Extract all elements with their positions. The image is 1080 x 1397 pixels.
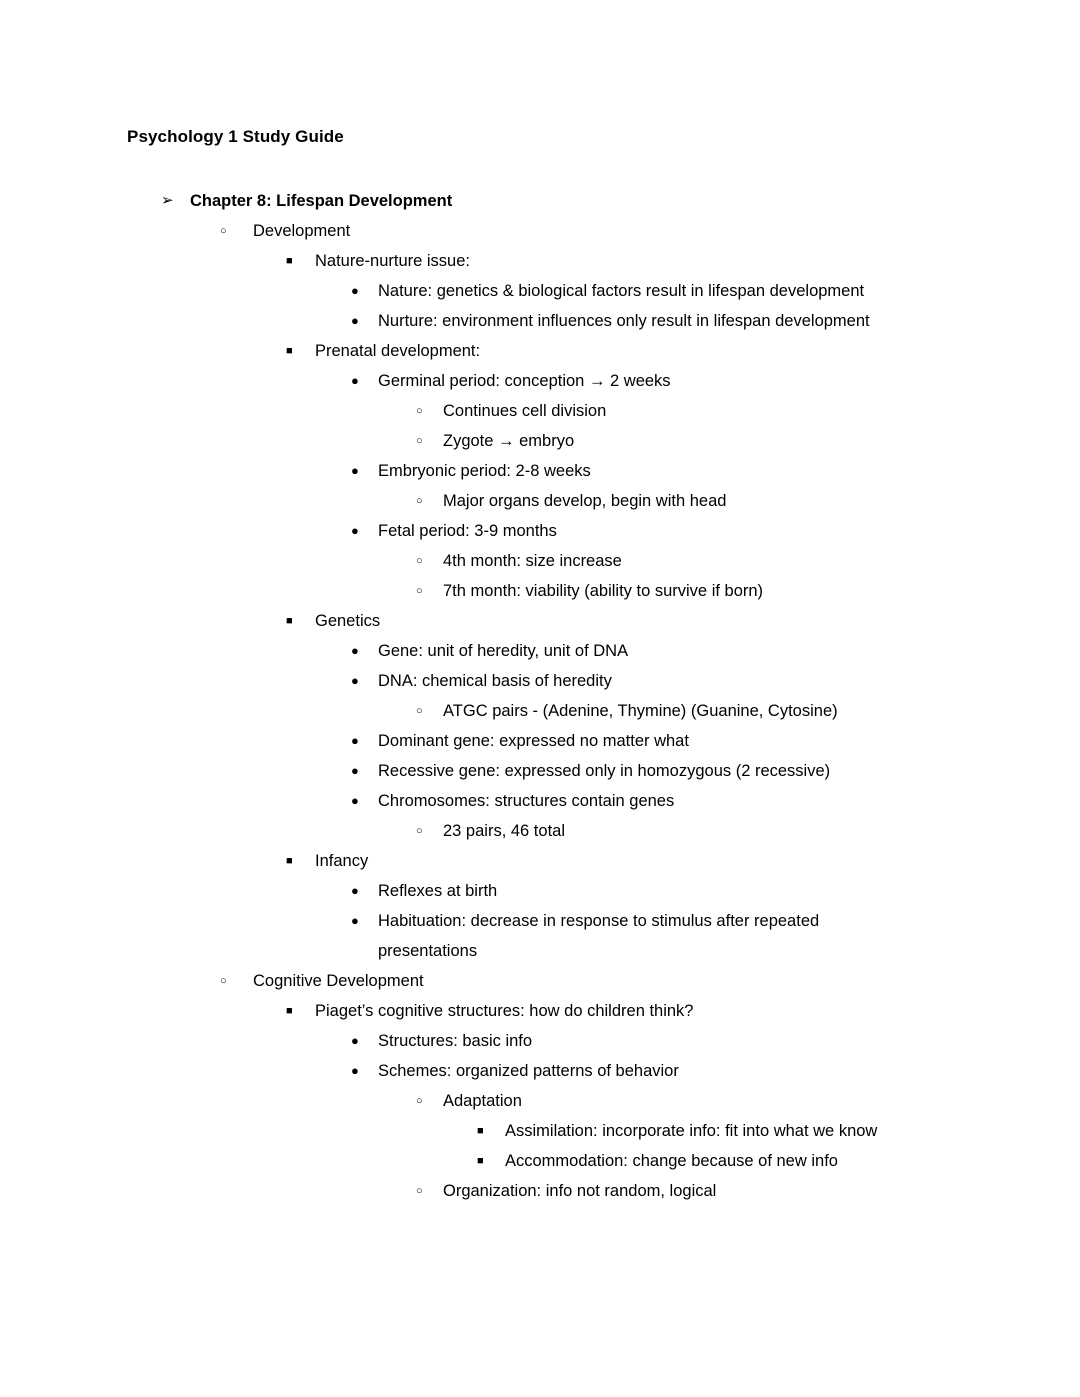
outline-item-text: Nature-nurture issue: [315,252,470,270]
bullet-marker-level-4-icon: ● [351,1033,359,1048]
outline-item-text: Assimilation: incorporate info: fit into what we know [505,1122,878,1140]
outline-item-level-4 [0,636,1080,666]
outline-list [0,186,1080,1206]
outline-item-text: 7th month: viability (ability to survive if born) [443,582,764,600]
outline-item-text: Schemes: organized patterns of behavior [378,1062,679,1080]
outline-item-text: Adaptation [443,1092,522,1110]
bullet-marker-level-4-icon: ● [351,763,359,778]
bullet-marker-level-5-icon: ○ [416,555,423,567]
outline-item-level-5 [0,396,1080,426]
bullet-marker-level-5-icon: ○ [416,1185,423,1197]
outline-item-text: Development [253,222,351,240]
bullet-marker-level-3-icon: ■ [286,855,293,867]
bullet-marker-level-4-icon: ● [351,733,359,748]
bullet-marker-level-4-icon: ● [351,373,359,388]
outline-item-text: Accommodation: change because of new info [505,1152,838,1170]
outline-item-text: Recessive gene: expressed only in homozygous (2 recessive) [378,762,831,780]
outline-item-level-4 [0,876,1080,906]
outline-item-level-6 [0,1116,1080,1146]
outline-item-level-5 [0,1086,1080,1116]
outline-item-level-4 [0,906,1080,966]
outline-item-text: Germinal period: conception → 2 weeks [378,372,671,390]
outline-item-level-5 [0,696,1080,726]
bullet-marker-level-2-icon: ○ [220,225,227,237]
bullet-marker-level-4-icon: ● [351,883,359,898]
outline-item-level-4 [0,726,1080,756]
outline-item-level-2 [0,216,1080,246]
bullet-marker-level-5-icon: ○ [416,705,423,717]
outline-item-text: 23 pairs, 46 total [443,822,565,840]
bullet-marker-level-5-icon: ○ [416,495,423,507]
outline-item-level-1 [0,186,1080,216]
outline-item-level-4 [0,666,1080,696]
bullet-marker-level-5-icon: ○ [416,825,423,837]
bullet-marker-level-6-icon: ■ [477,1125,484,1137]
outline-item-level-4 [0,1026,1080,1056]
outline-item-text: Nurture: environment influences only result in lifespan development [378,312,870,330]
bullet-marker-level-2-icon: ○ [220,975,227,987]
outline-item-level-4 [0,1056,1080,1086]
bullet-marker-level-4-icon: ● [351,913,359,928]
outline-item-level-5 [0,546,1080,576]
bullet-marker-level-5-icon: ○ [416,405,423,417]
bullet-marker-level-4-icon: ● [351,1063,359,1078]
outline-item-text: Structures: basic info [378,1032,533,1050]
bullet-marker-level-4-icon: ● [351,523,359,538]
outline-item-text: Zygote → embryo [443,432,575,450]
outline-item-level-4 [0,756,1080,786]
outline-item-text: Piaget’s cognitive structures: how do children think? [315,1002,694,1020]
outline-item-level-4 [0,456,1080,486]
outline-item-text: Reflexes at birth [378,882,498,900]
bullet-marker-level-4-icon: ● [351,793,359,808]
outline-item-text: Organization: info not random, logical [443,1182,717,1200]
bullet-marker-level-4-icon: ● [351,643,359,658]
outline-item-text: Genetics [315,612,381,630]
outline-item-level-3 [0,246,1080,276]
outline-item-text: Infancy [315,852,369,870]
bullet-marker-level-3-icon: ■ [286,1005,293,1017]
outline-item-text: 4th month: size increase [443,552,622,570]
outline-item-level-5 [0,816,1080,846]
bullet-marker-level-4-icon: ● [351,673,359,688]
outline-item-text: Major organs develop, begin with head [443,492,727,510]
outline-item-text: Nature: genetics & biological factors result in lifespan development [378,282,865,300]
outline-item-text: ATGC pairs - (Adenine, Thymine) (Guanine, Cytosine) [443,702,838,720]
bullet-marker-level-4-icon: ● [351,313,359,328]
page-title: Psychology 1 Study Guide [127,127,344,146]
outline-item-level-5 [0,486,1080,516]
bullet-marker-level-6-icon: ■ [477,1155,484,1167]
outline-item-level-4 [0,516,1080,546]
outline-item-level-2 [0,966,1080,996]
bullet-marker-level-5-icon: ○ [416,585,423,597]
bullet-marker-level-3-icon: ■ [286,615,293,627]
bullet-marker-level-5-icon: ○ [416,435,423,447]
outline-item-text: Gene: unit of heredity, unit of DNA [378,642,629,660]
bullet-marker-level-3-icon: ■ [286,345,293,357]
outline-item-text: Chromosomes: structures contain genes [378,792,675,810]
outline-item-text: Cognitive Development [253,972,424,990]
outline-item-level-5 [0,1176,1080,1206]
outline-item-level-3 [0,996,1080,1026]
bullet-marker-level-1-icon: ➢ [161,192,174,209]
bullet-marker-level-4-icon: ● [351,283,359,298]
outline-item-level-3 [0,606,1080,636]
outline-item-level-5 [0,426,1080,456]
outline-item-text: Fetal period: 3-9 months [378,522,557,540]
outline-item-level-4 [0,306,1080,336]
outline-item-level-6 [0,1146,1080,1176]
outline-item-text: Habituation: decrease in response to stimulus after repeated presentations [378,912,820,960]
bullet-marker-level-3-icon: ■ [286,255,293,267]
outline-item-level-5 [0,576,1080,606]
bullet-marker-level-5-icon: ○ [416,1095,423,1107]
outline-item-text: Dominant gene: expressed no matter what [378,732,689,750]
outline-item-text: Embryonic period: 2-8 weeks [378,462,591,480]
bullet-marker-level-4-icon: ● [351,463,359,478]
outline-item-level-4 [0,366,1080,396]
outline-item-level-4 [0,786,1080,816]
outline-item-text: DNA: chemical basis of heredity [378,672,612,690]
outline-item-level-4 [0,276,1080,306]
outline-item-level-3 [0,846,1080,876]
outline-item-text: Prenatal development: [315,342,481,360]
outline-item-text: Chapter 8: Lifespan Development [190,192,453,210]
outline-item-text: Continues cell division [443,402,607,420]
outline-item-level-3 [0,336,1080,366]
